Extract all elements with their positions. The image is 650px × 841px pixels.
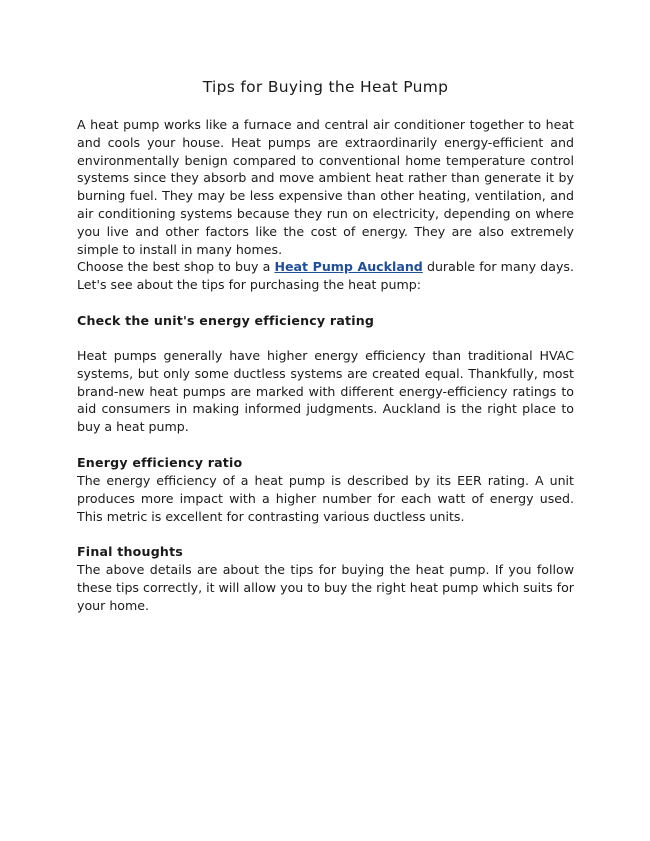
section-heading-efficiency-rating: Check the unit's energy efficiency rating bbox=[77, 313, 375, 328]
choose-text-after: durable for many days. Let's see about the tips for purchasing the heat pump: bbox=[77, 259, 574, 292]
section-heading-final-thoughts: Final thoughts bbox=[77, 544, 183, 559]
section-heading-energy-ratio: Energy efficiency ratio bbox=[77, 455, 243, 470]
intro-choose-paragraph bbox=[77, 258, 574, 294]
choose-text-before: Choose the best shop to buy a bbox=[77, 259, 275, 274]
section-body-energy-ratio: The energy efficiency of a heat pump is described by its EER rating. A unit produces more impact with a higher number for each watt of energy used. This metric is excellent for contrasting various ductless units. bbox=[77, 473, 574, 524]
heat-pump-auckland-link[interactable]: Heat Pump Auckland bbox=[274, 259, 423, 274]
page-title: Tips for Buying the Heat Pump bbox=[202, 78, 449, 96]
intro-paragraph: A heat pump works like a furnace and central air conditioner together to heat and cools your house. Heat pumps are extraordinarily energy-efficient and environmentally benign compared to conventional home temperature control systems since they absorb and move ambient heat rather than generate it by burning fuel. They may be less expensive than other heating, ventilation, and air conditioning systems because they run on electricity, depending on where you live and other factors like the cost of energy. They are also extremely simple to install in many homes. bbox=[77, 117, 574, 257]
section-body-efficiency-rating: Heat pumps generally have higher energy efficiency than traditional HVAC systems, but only some ductless systems are created equal. Thankfully, most brand-new heat pumps are marked with different energy-efficiency ratings to aid consumers in making informed judgments. Auckland is the right place to buy a heat pump. bbox=[77, 348, 574, 435]
section-body-final-thoughts: The above details are about the tips for buying the heat pump. If you follow these tips correctly, it will allow you to buy the right heat pump which suits for your home. bbox=[77, 562, 574, 613]
